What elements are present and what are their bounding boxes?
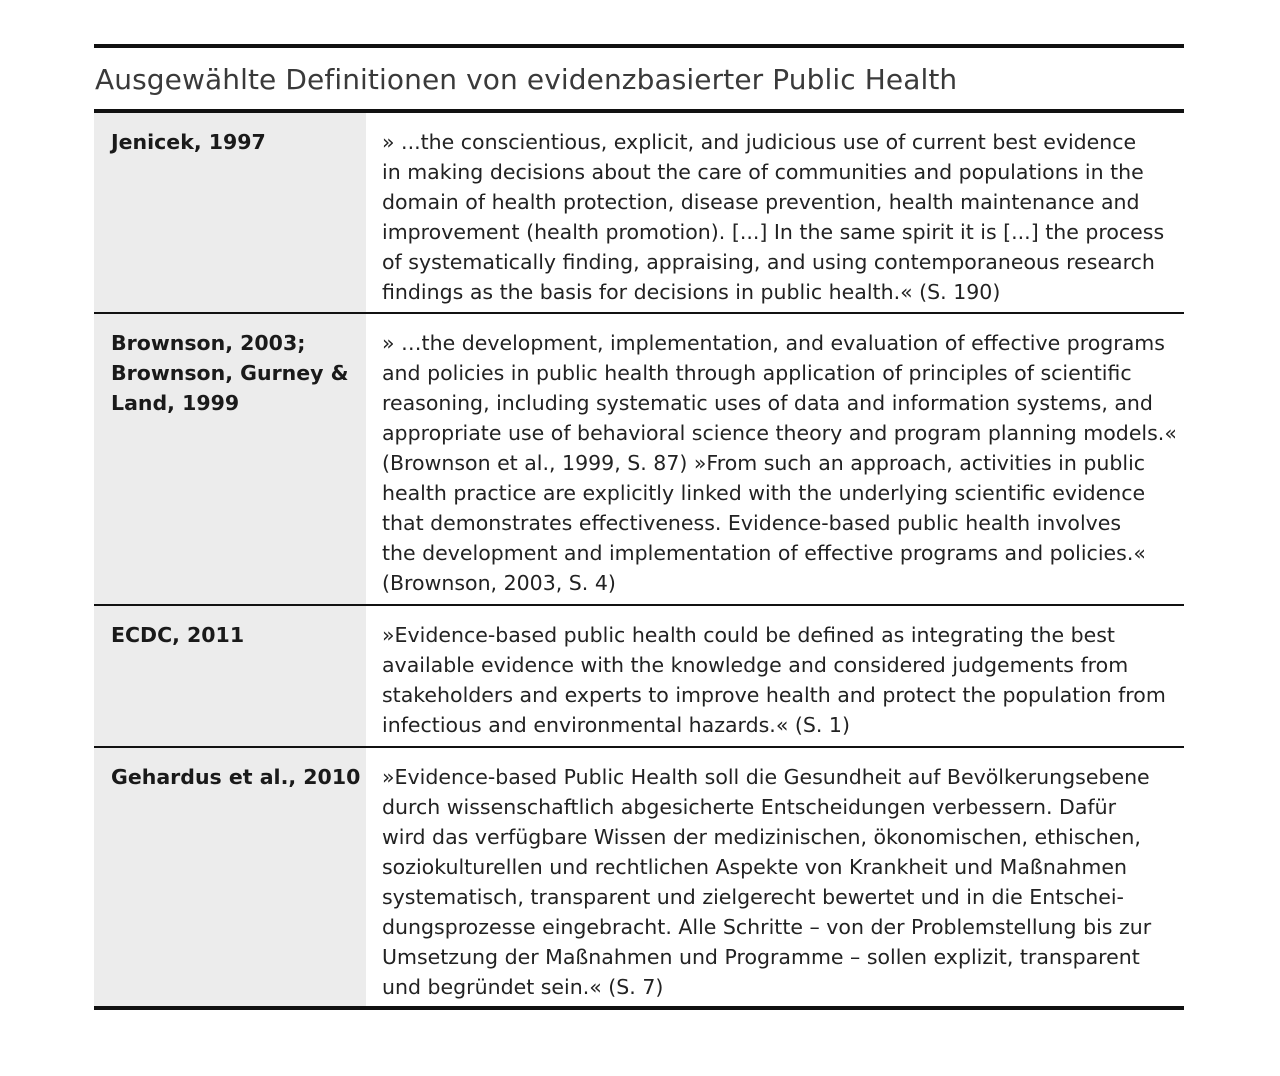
quote-line: »Evidence-based Public Health soll die Gesundheit auf Bevölkerungsebene	[382, 765, 1150, 789]
quote-line: in making decisions about the care of communities and populations in the	[382, 160, 1144, 184]
quote-line: (Brownson et al., 1999, S. 87) »From such an approach, activities in public	[382, 451, 1146, 475]
source-line: Gehardus et al., 2010	[111, 765, 361, 789]
source-line: Jenicek, 1997	[111, 130, 266, 154]
definitions-table	[94, 44, 1184, 1010]
quote-line: domain of health protection, disease prevention, health maintenance and	[382, 190, 1140, 214]
quote-line: findings as the basis for decisions in public health.« (S. 190)	[382, 280, 1001, 304]
quote-line: reasoning, including systematic uses of data and information systems, and	[382, 391, 1153, 415]
source-line: Land, 1999	[111, 391, 240, 415]
quote-cell	[366, 748, 1184, 1006]
source-cell	[94, 314, 366, 604]
quote-line: » …the development, implementation, and evaluation of effective programs	[382, 331, 1165, 355]
source-line: Brownson, Gurney &	[111, 361, 349, 385]
source-cell	[94, 113, 366, 312]
source-line: Brownson, 2003;	[111, 331, 306, 355]
quote-line: stakeholders and experts to improve health and protect the population from	[382, 683, 1166, 707]
quote-line: and policies in public health through application of principles of scientific	[382, 361, 1132, 385]
quote-line: (Brownson, 2003, S. 4)	[382, 571, 616, 595]
quote-line: Umsetzung der Maßnahmen und Programme – sollen explizit, transparent	[382, 945, 1140, 969]
quote-line: the development and implementation of effective programs and policies.«	[382, 541, 1146, 565]
table-title: Ausgewählte Definitionen von evidenzbasierter Public Health	[94, 48, 1184, 113]
quote-line: soziokulturellen und rechtlichen Aspekte von Krankheit und Maßnahmen	[382, 855, 1127, 879]
quote-line: of systematically finding, appraising, and using contemporaneous research	[382, 250, 1155, 274]
quote-line: durch wissenschaftlich abgesicherte Entscheidungen verbessern. Dafür	[382, 795, 1117, 819]
quote-line: systematisch, transparent und zielgerecht bewertet und in die Entschei-	[382, 885, 1124, 909]
quote-line: appropriate use of behavioral science theory and program planning models.«	[382, 421, 1177, 445]
source-cell	[94, 606, 366, 746]
table-row	[94, 606, 1184, 748]
quote-cell	[366, 314, 1197, 604]
quote-line: dungsprozesse eingebracht. Alle Schritte – von der Problemstellung bis zur	[382, 915, 1152, 939]
table-row	[94, 113, 1184, 314]
source-line: ECDC, 2011	[111, 623, 245, 647]
quote-line: that demonstrates effectiveness. Evidence-based public health involves	[382, 511, 1122, 535]
quote-line: health practice are explicitly linked with the underlying scientific evidence	[382, 481, 1146, 505]
quote-line: » ...the conscientious, explicit, and judicious use of current best evidence	[382, 130, 1137, 154]
quote-cell	[366, 606, 1186, 746]
quote-line: und begründet sein.« (S. 7)	[382, 975, 664, 999]
quote-line: available evidence with the knowledge and considered judgements from	[382, 653, 1129, 677]
quote-cell	[366, 113, 1184, 312]
quote-line: improvement (health promotion). [...] In the same spirit it is [...] the process	[382, 220, 1165, 244]
quote-line: infectious and environmental hazards.« (S. 1)	[382, 713, 850, 737]
source-cell	[94, 748, 366, 1006]
table-row	[94, 748, 1184, 1010]
quote-line: »Evidence-based public health could be defined as integrating the best	[382, 623, 1115, 647]
table-row	[94, 314, 1184, 606]
quote-line: wird das verfügbare Wissen der medizinischen, ökonomischen, ethischen,	[382, 825, 1141, 849]
